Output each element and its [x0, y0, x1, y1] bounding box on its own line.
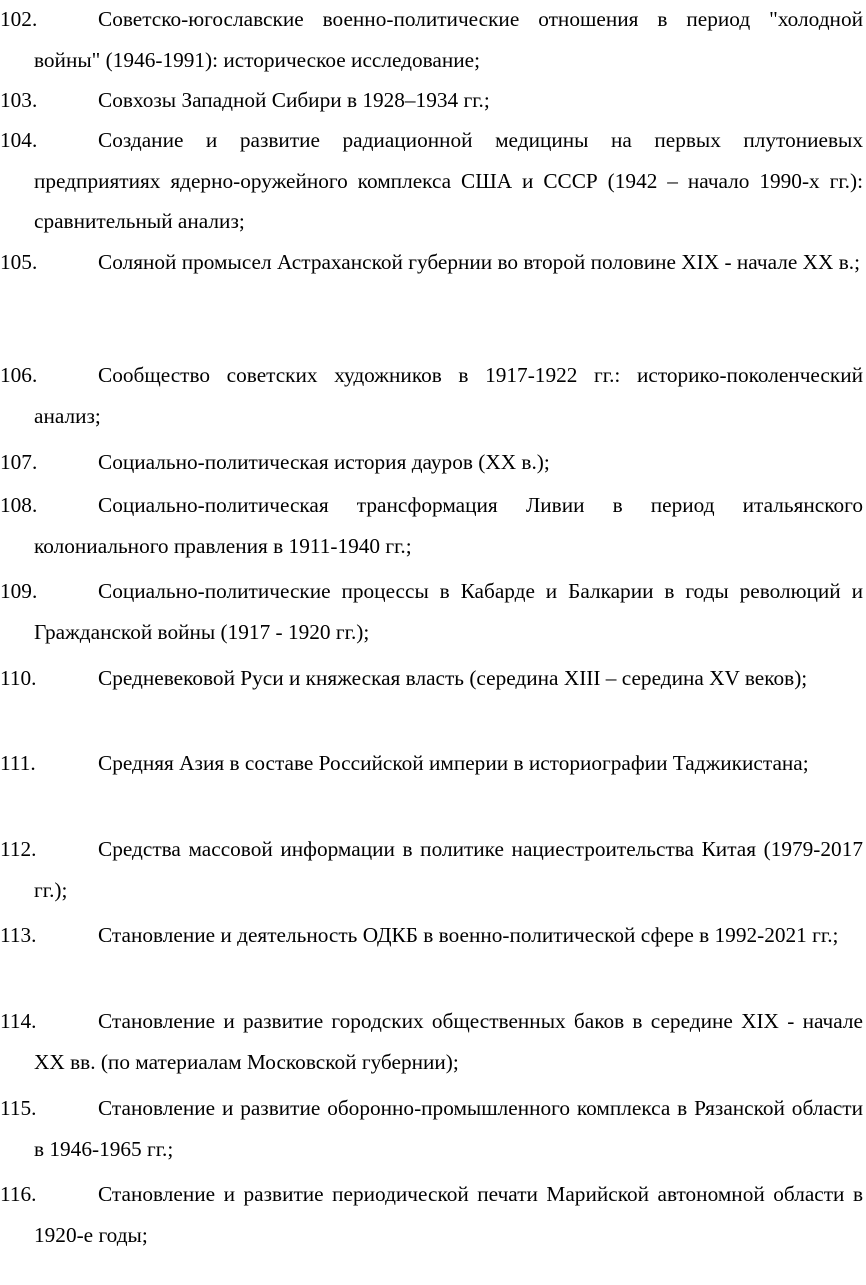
item-text: Становление и деятельность ОДКБ в военно-политической сфере в 1992-2021 гг.;: [98, 923, 839, 947]
item-text: Совхозы Западной Сибири в 1928–1934 гг.;: [98, 88, 490, 112]
item-number: 116.: [0, 1182, 37, 1206]
list-item: [0, 571, 863, 652]
item-text: Становление и развитие городских общественных баков в середине XIX - начале XX вв. (по материалам Московской губернии);: [34, 1009, 863, 1074]
list-item: [0, 442, 863, 483]
list-item: [0, 355, 863, 436]
item-text: Социально-политическая история дауров (XX в.);: [98, 450, 550, 474]
item-number: 107.: [0, 450, 38, 474]
list-item: [0, 0, 863, 80]
item-number: 109.: [0, 579, 38, 603]
list-item: [0, 120, 863, 242]
item-text: Социально-политическая трансформация Ливии в период итальянского колониального правления в 1911-1940 гг.;: [34, 493, 863, 558]
item-number: 115.: [0, 1096, 37, 1120]
item-number: 111.: [0, 751, 36, 775]
item-number: 114.: [0, 1009, 37, 1033]
item-number: 106.: [0, 363, 38, 387]
list-item: [0, 1174, 863, 1255]
list-item: [0, 658, 863, 699]
list-item: [0, 242, 863, 283]
item-number: 108.: [0, 493, 38, 517]
item-text: Соляной промысел Астраханской губернии во второй половине XIX - начале XX в.;: [98, 250, 860, 274]
item-text: Средневековой Руси и княжеская власть (середина XIII – середина XV веков);: [98, 666, 808, 690]
item-number: 110.: [0, 666, 37, 690]
list-item: [0, 1001, 863, 1082]
item-number: 104.: [0, 128, 38, 152]
item-text: Средства массовой информации в политике нациестроительства Китая (1979-2017 гг.);: [34, 837, 863, 902]
list-item: [0, 485, 863, 566]
list-item: [0, 1088, 863, 1169]
item-text: Средняя Азия в составе Российской империи в историографии Таджикистана;: [98, 751, 809, 775]
item-number: 113.: [0, 923, 37, 947]
item-text: Советско-югославские военно-политические отношения в период "холодной войны" (1946-1991): историческое исследование;: [34, 7, 863, 72]
list-item: [0, 829, 863, 910]
item-text: Социально-политические процессы в Кабарде и Балкарии в годы революций и Гражданской войны (1917 - 1920 гг.);: [34, 579, 863, 644]
item-number: 103.: [0, 88, 38, 112]
item-number: 112.: [0, 837, 37, 861]
list-item: [0, 80, 863, 121]
item-number: 102.: [0, 7, 38, 31]
list-item: [0, 743, 863, 784]
item-number: 105.: [0, 250, 38, 274]
item-text: Становление и развитие оборонно-промышленного комплекса в Рязанской области в 1946-1965 гг.;: [34, 1096, 863, 1161]
item-text: Сообщество советских художников в 1917-1922 гг.: историко-поколенческий анализ;: [34, 363, 863, 428]
item-text: Создание и развитие радиационной медицины на первых плутониевых предприятиях ядерно-оружейного комплекса США и СССР (1942 – начало 1990-х гг.): сравнительный анализ;: [34, 128, 863, 234]
list-item: [0, 915, 863, 956]
item-text: Становление и развитие периодической печати Марийской автономной области в 1920-е годы;: [34, 1182, 863, 1247]
